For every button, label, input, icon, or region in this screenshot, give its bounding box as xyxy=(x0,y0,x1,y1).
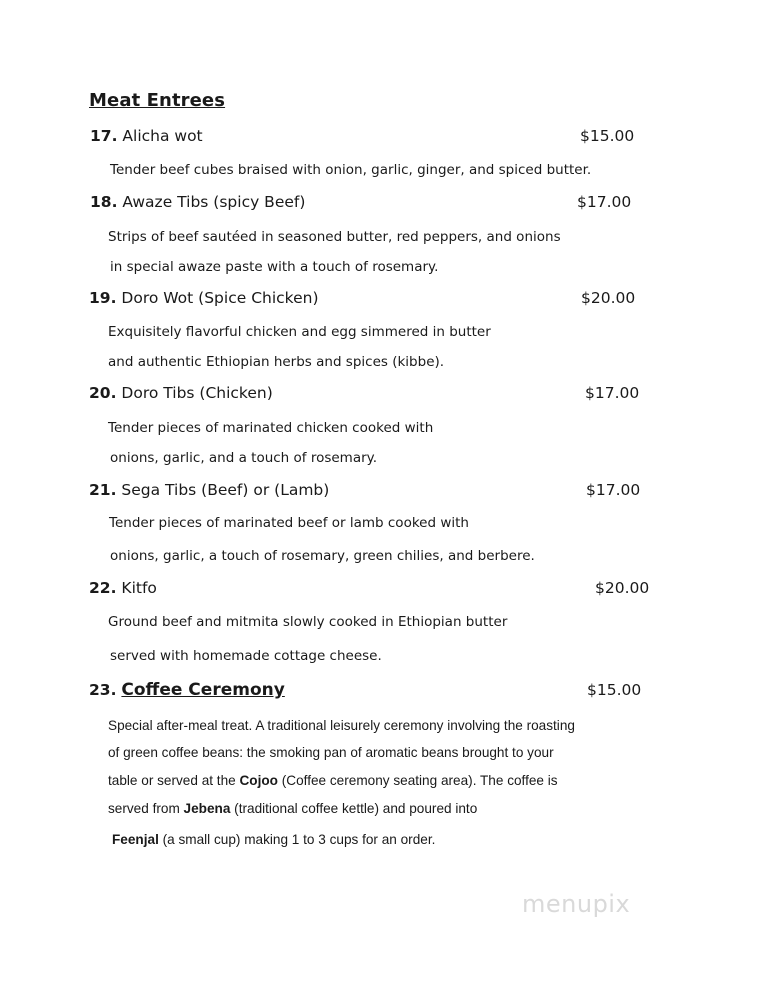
coffee-desc-line-5 xyxy=(112,832,435,847)
item-18-title xyxy=(90,193,305,211)
feenjal-term: Feenjal xyxy=(112,832,159,847)
item-20-title xyxy=(89,384,273,402)
item-19-desc-line-1: Exquisitely flavorful chicken and egg simmered in butter xyxy=(108,324,491,340)
item-19-desc-line-2: and authentic Ethiopian herbs and spices (kibbe). xyxy=(108,354,445,370)
item-number: 21. xyxy=(89,481,117,499)
text-segment: (traditional coffee kettle) and poured into xyxy=(230,801,478,816)
item-name: Coffee Ceremony xyxy=(121,680,285,700)
item-23-title xyxy=(89,680,285,700)
text-segment: table or served at the xyxy=(108,773,240,788)
item-21-title xyxy=(89,481,329,499)
item-22-desc-line-1: Ground beef and mitmita slowly cooked in Ethiopian butter xyxy=(108,614,508,630)
item-18-price: $17.00 xyxy=(577,193,632,211)
item-number: 20. xyxy=(89,384,117,402)
item-21-price: $17.00 xyxy=(586,481,641,499)
item-20-desc-line-2: onions, garlic, and a touch of rosemary. xyxy=(110,450,378,466)
item-23-price: $15.00 xyxy=(587,681,642,699)
item-name: Doro Wot (Spice Chicken) xyxy=(121,289,319,307)
item-name: Sega Tibs (Beef) or (Lamb) xyxy=(121,481,330,499)
item-name: Alicha wot xyxy=(122,127,203,145)
coffee-desc-line-3 xyxy=(108,773,558,788)
item-number: 22. xyxy=(89,579,117,597)
item-name: Doro Tibs (Chicken) xyxy=(121,384,273,402)
text-segment: (Coffee ceremony seating area). The coffee is xyxy=(278,773,558,788)
item-19-title xyxy=(89,289,319,307)
item-number: 23. xyxy=(89,681,117,699)
jebena-term: Jebena xyxy=(183,801,231,816)
item-18-desc-line-2: in special awaze paste with a touch of rosemary. xyxy=(110,259,439,275)
coffee-desc-line-1: Special after-meal treat. A traditional leisurely ceremony involving the roasting xyxy=(108,718,575,733)
item-number: 19. xyxy=(89,289,117,307)
item-17-price: $15.00 xyxy=(580,127,635,145)
menupix-watermark: menupix xyxy=(522,890,631,918)
cojoo-term: Cojoo xyxy=(239,773,278,788)
item-number: 18. xyxy=(90,193,118,211)
item-19-price: $20.00 xyxy=(581,289,636,307)
item-name: Kitfo xyxy=(121,579,157,597)
coffee-desc-line-4 xyxy=(108,801,477,816)
item-number: 17. xyxy=(90,127,118,145)
item-17-title xyxy=(90,127,203,145)
item-22-desc-line-2: served with homemade cottage cheese. xyxy=(110,648,382,664)
section-title: Meat Entrees xyxy=(89,90,226,111)
item-22-price: $20.00 xyxy=(595,579,650,597)
item-name: Awaze Tibs (spicy Beef) xyxy=(122,193,306,211)
item-20-price: $17.00 xyxy=(585,384,640,402)
text-segment: (a small cup) making 1 to 3 cups for an order. xyxy=(158,832,436,847)
item-22-title xyxy=(89,579,157,597)
item-21-desc-line-2: onions, garlic, a touch of rosemary, green chilies, and berbere. xyxy=(110,548,535,564)
item-17-desc-line-1: Tender beef cubes braised with onion, garlic, ginger, and spiced butter. xyxy=(110,162,592,178)
item-21-desc-line-1: Tender pieces of marinated beef or lamb cooked with xyxy=(109,515,469,531)
item-20-desc-line-1: Tender pieces of marinated chicken cooked with xyxy=(108,420,434,436)
item-18-desc-line-1: Strips of beef sautéed in seasoned butter, red peppers, and onions xyxy=(108,229,561,245)
text-segment: served from xyxy=(108,801,184,816)
coffee-desc-line-2: of green coffee beans: the smoking pan of aromatic beans brought to your xyxy=(108,745,554,760)
